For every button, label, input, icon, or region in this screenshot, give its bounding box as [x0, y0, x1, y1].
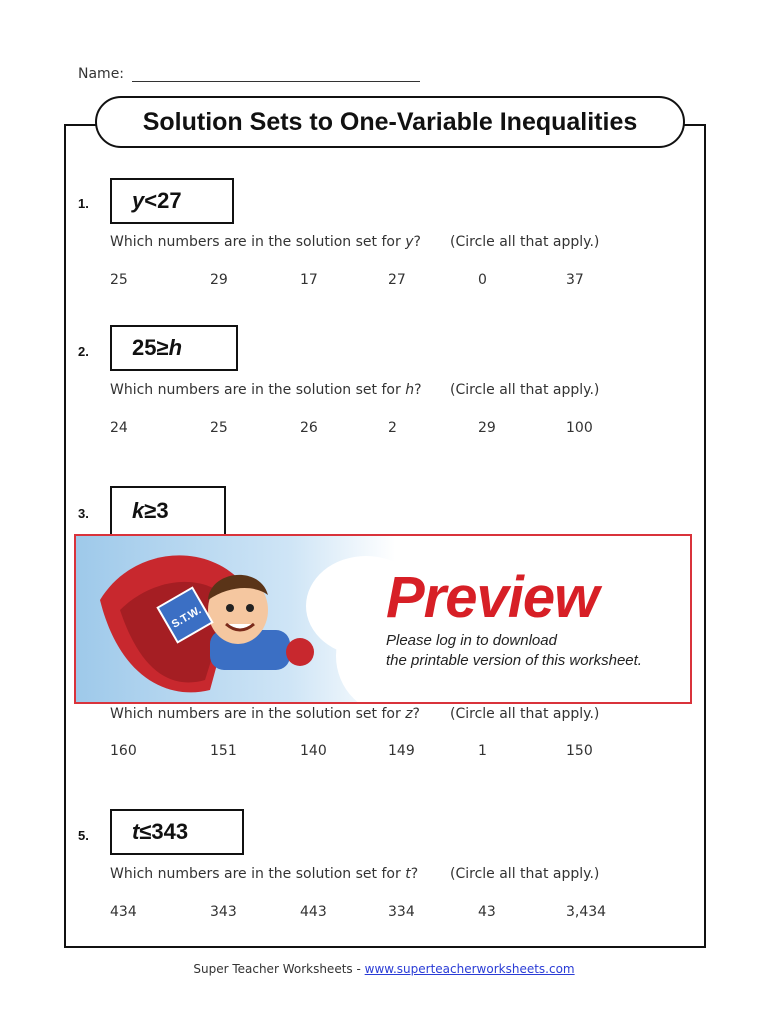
worksheet-title: Solution Sets to One-Variable Inequalities	[95, 96, 685, 148]
problem-3-operator: ≥	[144, 498, 157, 523]
question-text: Which numbers are in the solution set for	[110, 382, 401, 398]
answer-choice[interactable]: 3,434	[566, 904, 607, 920]
answer-choice[interactable]: 443	[300, 904, 327, 920]
problem-1-lhs: y	[132, 188, 145, 213]
problem-5-lhs: t	[132, 819, 140, 844]
problem-2-rhs: h	[168, 335, 183, 360]
problem-1-number: 1.	[78, 196, 89, 211]
problem-2-choices	[110, 420, 650, 438]
question-text: Which numbers are in the solution set for	[110, 866, 401, 882]
problem-2-inequality	[110, 325, 238, 371]
problem-1-choices	[110, 272, 650, 290]
circle-hint: (Circle all that apply.)	[450, 706, 600, 722]
answer-choice[interactable]: 17	[300, 272, 318, 288]
footer	[0, 962, 768, 976]
circle-hint: (Circle all that apply.)	[450, 866, 600, 882]
preview-badge: S.T.W.	[169, 604, 204, 631]
answer-choice[interactable]: 29	[210, 272, 228, 288]
name-label: Name:	[78, 66, 125, 82]
question-variable: y	[405, 234, 414, 250]
preview-banner[interactable]	[74, 534, 692, 704]
answer-choice[interactable]: 160	[110, 743, 137, 759]
problem-1-inequality	[110, 178, 234, 224]
answer-choice[interactable]: 1	[478, 743, 487, 759]
answer-choice[interactable]: 25	[110, 272, 128, 288]
answer-choice[interactable]: 25	[210, 420, 228, 436]
problem-5-question: Which numbers are in the solution set for t? (Circle all that apply.)	[110, 866, 600, 882]
answer-choice[interactable]: 26	[300, 420, 318, 436]
problem-4-question: Which numbers are in the solution set for z? (Circle all that apply.)	[110, 706, 600, 722]
question-variable: z	[405, 706, 413, 722]
answer-choice[interactable]: 334	[388, 904, 415, 920]
problem-2-operator: ≥	[156, 335, 169, 360]
answer-choice[interactable]: 140	[300, 743, 327, 759]
superhero-mascot-icon	[90, 540, 330, 700]
problem-2-number: 2.	[78, 344, 89, 359]
answer-choice[interactable]: 2	[388, 420, 397, 436]
question-text: Which numbers are in the solution set for	[110, 234, 401, 250]
footer-link[interactable]: www.superteacherworksheets.com	[364, 962, 575, 976]
answer-choice[interactable]: 29	[478, 420, 496, 436]
problem-1-operator: <	[144, 188, 158, 213]
question-variable: h	[405, 382, 415, 398]
name-blank-line[interactable]	[132, 69, 420, 82]
preview-line-1: Please log in to download	[386, 632, 557, 649]
answer-choice[interactable]: 151	[210, 743, 237, 759]
question-text: Which numbers are in the solution set for	[110, 706, 401, 722]
problem-2-question: Which numbers are in the solution set for h? (Circle all that apply.)	[110, 382, 600, 398]
problem-4-choices	[110, 743, 650, 761]
problem-5-operator: ≤	[139, 819, 152, 844]
problem-2-lhs: 25	[132, 335, 157, 360]
problem-3-rhs: 3	[156, 498, 169, 523]
answer-choice[interactable]: 149	[388, 743, 415, 759]
answer-choice[interactable]: 37	[566, 272, 584, 288]
problem-5-number: 5.	[78, 828, 89, 843]
answer-choice[interactable]: 24	[110, 420, 128, 436]
preview-title: Preview	[386, 565, 599, 630]
answer-choice[interactable]: 0	[478, 272, 487, 288]
answer-choice[interactable]: 27	[388, 272, 406, 288]
answer-choice[interactable]: 343	[210, 904, 237, 920]
problem-3-number: 3.	[78, 506, 89, 521]
answer-choice[interactable]: 100	[566, 420, 593, 436]
answer-choice[interactable]: 150	[566, 743, 593, 759]
problem-5-inequality	[110, 809, 244, 855]
problem-5-choices	[110, 904, 650, 922]
circle-hint: (Circle all that apply.)	[450, 234, 600, 250]
name-field[interactable]	[78, 66, 420, 82]
circle-hint: (Circle all that apply.)	[450, 382, 600, 398]
problem-3-inequality	[110, 486, 226, 534]
footer-brand: Super Teacher Worksheets -	[193, 962, 361, 976]
problem-3-lhs: k	[132, 498, 145, 523]
question-variable: t	[405, 866, 411, 882]
answer-choice[interactable]: 43	[478, 904, 496, 920]
answer-choice[interactable]: 434	[110, 904, 137, 920]
problem-1-question: Which numbers are in the solution set for y? (Circle all that apply.)	[110, 234, 600, 250]
preview-line-2: the printable version of this worksheet.	[386, 652, 642, 669]
problem-5-rhs: 343	[151, 819, 189, 844]
problem-1-rhs: 27	[157, 188, 182, 213]
